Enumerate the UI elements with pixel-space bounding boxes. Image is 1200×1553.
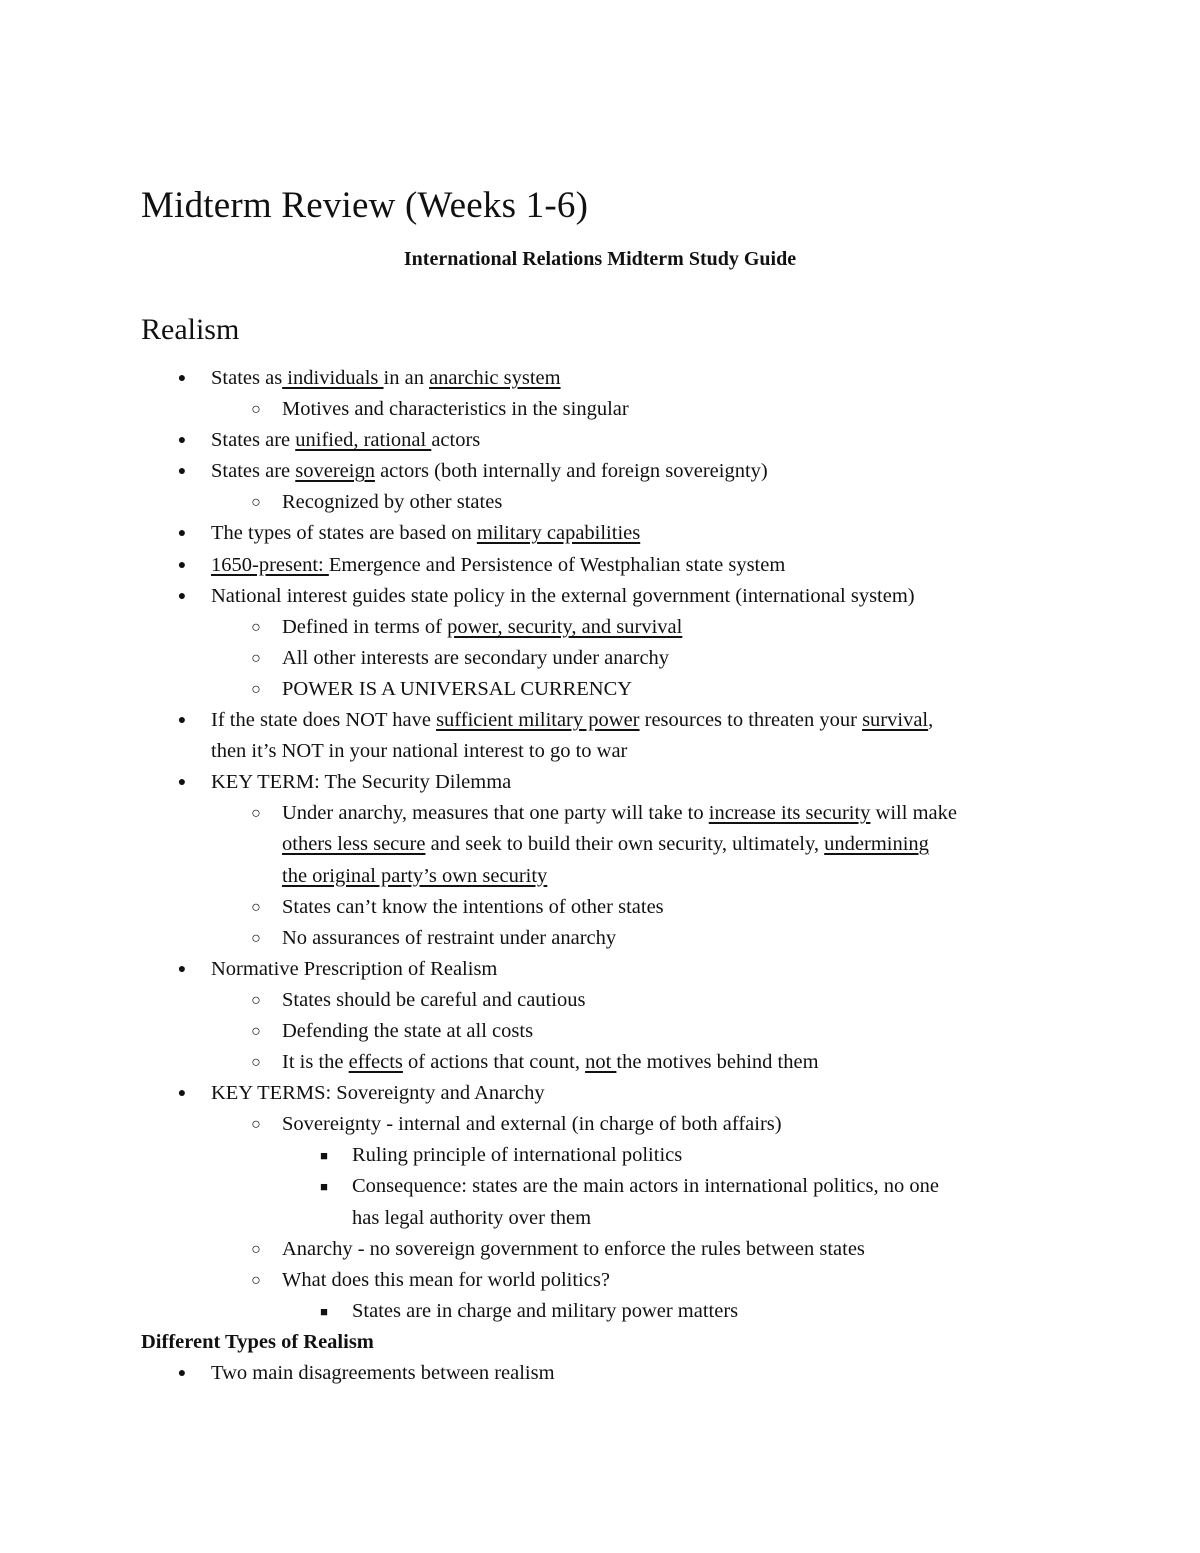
text-run: resources to threaten your — [639, 709, 863, 732]
list-item — [0, 363, 1200, 394]
underlined-text: survival — [862, 709, 929, 732]
list-item-text: National interest guides state policy in the external government (international system) — [211, 584, 915, 607]
list-item-text — [282, 829, 929, 860]
underlined-text: undermining — [824, 833, 929, 856]
list-item — [0, 798, 1200, 829]
document-title: Midterm Review (Weeks 1-6) — [141, 185, 589, 226]
list-item-text: Sovereignty - internal and external (in charge of both affairs) — [282, 1113, 782, 1136]
bullet-circle-icon: ○ — [251, 1022, 261, 1040]
underlined-text: the original party’s own security — [282, 864, 548, 887]
bullet-square-icon: ■ — [320, 1179, 328, 1195]
list-item — [0, 1296, 1200, 1327]
bullet-circle-icon: ○ — [251, 898, 261, 916]
bullet-disc-icon: ● — [177, 961, 187, 977]
list-item — [0, 705, 1200, 736]
bullet-disc-icon: ● — [177, 526, 187, 542]
underlined-text: power, security, and survival — [447, 615, 683, 638]
list-item-text — [282, 798, 957, 829]
underlined-text: sovereign — [295, 460, 375, 483]
bullet-circle-icon: ○ — [251, 649, 261, 667]
bullet-disc-icon: ● — [177, 557, 187, 573]
list-item — [0, 923, 1200, 954]
bullet-disc-icon: ● — [177, 775, 187, 791]
list-item-text — [211, 425, 480, 456]
bullet-circle-icon: ○ — [251, 618, 261, 636]
list-item — [0, 767, 1200, 798]
list-item-text — [282, 1047, 819, 1078]
text-run: States are — [211, 460, 296, 483]
list-item-text: Anarchy - no sovereign government to enforce the rules between states — [282, 1237, 865, 1260]
text-run: the motives behind them — [616, 1051, 819, 1074]
list-item — [0, 456, 1200, 487]
text-run: States as — [211, 367, 283, 389]
text-run: If the state does NOT have — [211, 709, 437, 732]
list-item-continuation — [0, 1203, 1200, 1234]
subheading-different-types-of-realism — [0, 1327, 1200, 1358]
list-item-text: States can’t know the intentions of other states — [282, 895, 664, 918]
list-item-text: POWER IS A UNIVERSAL CURRENCY — [282, 677, 633, 700]
text-run: actors (both internally and foreign sovereignty) — [374, 460, 768, 483]
list-item-text — [211, 550, 785, 581]
list-item — [0, 487, 1200, 518]
bullet-disc-icon: ● — [177, 433, 187, 449]
list-item — [0, 1109, 1200, 1140]
list-item — [0, 1171, 1200, 1202]
list-item — [0, 581, 1200, 612]
underlined-text: effects — [348, 1051, 403, 1074]
underlined-text: sufficient military power — [436, 709, 640, 732]
bullet-disc-icon: ● — [177, 713, 187, 729]
bullet-circle-icon: ○ — [251, 1271, 261, 1289]
bullet-circle-icon: ○ — [251, 1054, 261, 1072]
subheading-text: Different Types of Realism — [141, 1330, 374, 1353]
list-item-continuation — [0, 861, 1200, 892]
list-item — [0, 425, 1200, 456]
list-item — [0, 1140, 1200, 1171]
realism-notes-list — [0, 363, 1200, 1389]
bullet-circle-icon: ○ — [251, 401, 261, 419]
text-run: States are — [211, 429, 296, 452]
list-item-text: Normative Prescription of Realism — [211, 957, 498, 980]
text-run: of actions that count, — [402, 1051, 586, 1074]
bullet-square-icon: ■ — [320, 1148, 328, 1164]
list-item-text: What does this mean for world politics? — [282, 1268, 610, 1291]
bullet-disc-icon: ● — [177, 1366, 187, 1381]
bullet-disc-icon: ● — [177, 1086, 187, 1102]
list-item — [0, 954, 1200, 985]
list-item — [0, 550, 1200, 581]
bullet-square-icon: ■ — [320, 1303, 328, 1319]
list-item — [0, 518, 1200, 549]
document-subtitle: International Relations Midterm Study Guide — [403, 248, 797, 270]
bullet-circle-icon: ○ — [251, 929, 261, 947]
text-run: , — [928, 709, 934, 732]
underlined-text: individuals — [282, 367, 384, 389]
text-run: and seek to build their own security, ultimately, — [425, 833, 825, 856]
underlined-text: others less secure — [282, 833, 426, 856]
list-item-text: No assurances of restraint under anarchy — [282, 926, 617, 949]
list-item-text: All other interests are secondary under anarchy — [282, 646, 670, 669]
bullet-circle-icon: ○ — [251, 1116, 261, 1134]
list-item-text: States are in charge and military power matters — [352, 1299, 739, 1322]
list-item — [0, 674, 1200, 705]
list-item — [0, 1265, 1200, 1296]
underlined-text: 1650-present: — [211, 553, 329, 576]
list-item — [0, 1078, 1200, 1109]
list-item-text: then it’s NOT in your national interest to go to war — [211, 740, 628, 763]
list-item-text: Recognized by other states — [282, 491, 503, 514]
list-item — [0, 892, 1200, 923]
list-item-text: Consequence: states are the main actors in international politics, no one — [352, 1175, 939, 1198]
list-item — [0, 612, 1200, 643]
bullet-circle-icon: ○ — [251, 494, 261, 512]
bullet-circle-icon: ○ — [251, 991, 261, 1009]
text-run: will make — [870, 802, 957, 825]
underlined-text: anarchic system — [429, 367, 561, 389]
list-item — [0, 1016, 1200, 1047]
underlined-text: unified, rational — [295, 429, 432, 452]
section-heading-realism: Realism — [141, 313, 240, 346]
bullet-disc-icon: ● — [177, 464, 187, 480]
list-item — [0, 394, 1200, 425]
list-item-text — [282, 612, 682, 643]
bullet-circle-icon: ○ — [251, 1240, 261, 1258]
list-item-text: KEY TERM: The Security Dilemma — [211, 771, 512, 794]
list-item-text: States should be careful and cautious — [282, 988, 586, 1011]
list-item — [0, 643, 1200, 674]
list-item-text — [211, 363, 561, 394]
list-item-text — [211, 456, 768, 487]
list-item-text — [211, 705, 933, 736]
text-run: It is the — [282, 1051, 349, 1074]
bullet-circle-icon: ○ — [251, 680, 261, 698]
list-item-text: KEY TERMS: Sovereignty and Anarchy — [211, 1082, 545, 1105]
list-item — [0, 1047, 1200, 1078]
bullet-disc-icon: ● — [177, 588, 187, 604]
list-item-text: Defending the state at all costs — [282, 1019, 534, 1042]
text-run: in an — [383, 367, 430, 389]
underlined-text: not — [585, 1051, 617, 1074]
list-item-continuation — [0, 829, 1200, 860]
text-run: actors — [431, 429, 481, 452]
text-run: The types of states are based on — [211, 522, 477, 545]
underlined-text: increase its security — [708, 802, 871, 825]
list-item — [0, 1358, 1200, 1389]
list-item — [0, 1234, 1200, 1265]
list-item-continuation — [0, 736, 1200, 767]
underlined-text: military capabilities — [476, 522, 641, 545]
list-item — [0, 985, 1200, 1016]
list-item-text: Ruling principle of international politics — [352, 1144, 683, 1167]
bullet-circle-icon: ○ — [251, 805, 261, 823]
list-item-text — [211, 518, 640, 549]
list-item-text: has legal authority over them — [352, 1206, 592, 1229]
bullet-disc-icon: ● — [177, 371, 187, 386]
text-run: Under anarchy, measures that one party will take to — [282, 802, 709, 825]
text-run: Defined in terms of — [282, 615, 448, 638]
text-run: Emergence and Persistence of Westphalian state system — [328, 553, 786, 576]
list-item-text: Two main disagreements between realism — [211, 1362, 555, 1384]
list-item-text: Motives and characteristics in the singular — [282, 398, 629, 421]
